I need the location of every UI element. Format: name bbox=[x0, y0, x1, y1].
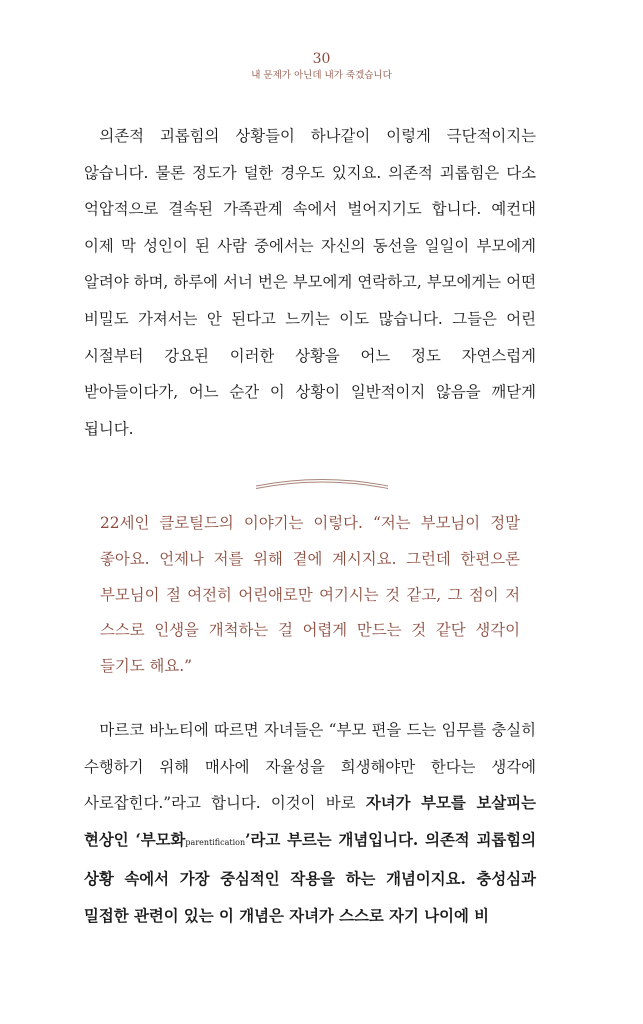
running-title: 내 문제가 아닌데 내가 죽겠습니다 bbox=[251, 70, 392, 81]
para-2-text: 마르코 바노티에 따르면 자녀들은 “부모 편을 드는 임무를 충실히 수행하기 위해 매사에 자율성을 희생해야만 한다는 생각에 사로잡힌다.”라고 합니다. 이것이 바로 bbox=[84, 721, 536, 813]
para-2-bold-text-continued: ’라고 부르는 개념입니다. 의존적 괴롭힘의 상황 속에서 가장 중심적인 작용을 하는 개념이지요. 충성심과 밀접한 관련이 있는 이 개념은 자녀가 스스로 자기 나이에 비 bbox=[84, 830, 536, 925]
body-paragraph-2 bbox=[84, 712, 536, 935]
section-divider-ornament bbox=[256, 474, 388, 490]
page-header bbox=[0, 50, 643, 83]
page-number: 30 bbox=[312, 51, 331, 67]
quote-paragraph: 22세인 클로틸드의 이야기는 이렇다. “저는 부모님이 정말 좋아요. 언제나 저를 위해 곁에 계시지요. 그런데 한편으론 부모님이 절 여전히 어린애로만 여기시는 것 같고, 그 점이 저 스스로 인생을 개척하는 걸 어렵게 만드는 것 같단 생각이 들기도 해요.” bbox=[100, 514, 520, 676]
body-paragraph-1: 의존적 괴롭힘의 상황들이 하나같이 이렇게 극단적이지는 않습니다. 물론 정도가 덜한 경우도 있지요. 의존적 괴롭힘은 다소 억압적으로 결속된 가족관계 속에서 벌어지기도 합니다. 예컨대 이제 막 성인이 된 사람 중에서는 자신의 동선을 일일이 부모에게 알려야 하며, 하루에 서너 번은 부모에게 연락하고, 부모에게는 어떤 비밀도 가져서는 안 된다고 느끼는 이도 많습니다. 그들은 어린 시절부터 강요된 이러한 상황을 어느 정도 자연스럽게 받아들이다가, 어느 순간 이 상황이 일반적이지 않음을 깨닫게 됩니다. bbox=[84, 127, 536, 438]
english-term: parentification bbox=[185, 837, 246, 847]
para-2-bold-text: 자녀가 부모를 보살피는 현상인 ‘부모화 bbox=[84, 794, 537, 849]
